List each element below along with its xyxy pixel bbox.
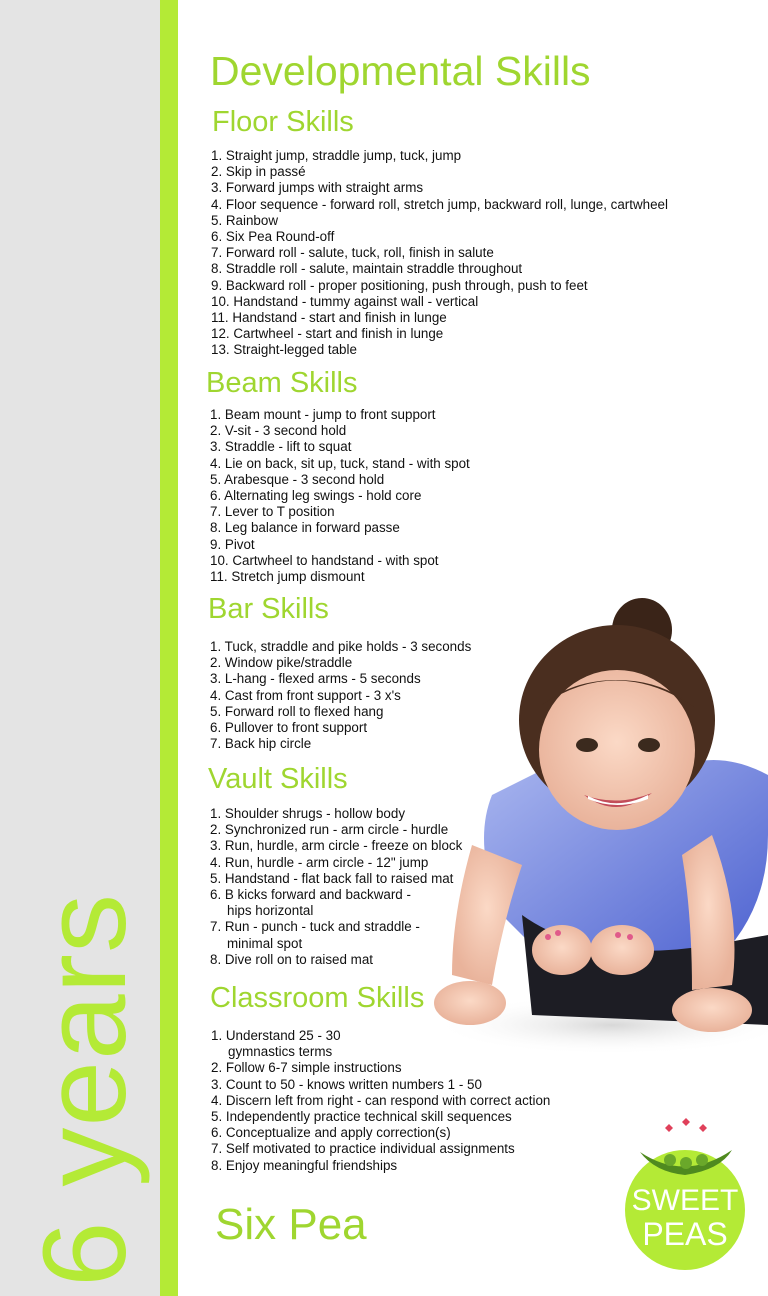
skill-text: 4. Lie on back, sit up, tuck, stand - with spot [210,455,470,471]
skill-text: 7. Lever to T position [210,504,335,520]
skill-text: 5. Rainbow [211,212,278,228]
classroom-skill-item [211,1109,550,1125]
skill-text: 8. Straddle roll - salute, maintain straddle throughout [211,261,523,277]
beam-skill-item [210,472,470,488]
skill-text: 9. Backward roll - proper positioning, push through, push to feet [211,277,588,293]
floor-skill-item [211,197,668,213]
skill-text: 6. Alternating leg swings - hold core [210,488,422,504]
beam-skill-item [210,488,470,504]
skill-text: 1. Beam mount - jump to front support [210,407,436,422]
floor-skill-item [211,326,668,342]
level-name: Six Pea [215,1200,367,1249]
skill-text: 12. Cartwheel - start and finish in lunge [211,326,444,342]
skill-text: 3. Forward jumps with straight arms [211,180,424,196]
classroom-skill-item [211,1158,550,1174]
skill-text: 7. Back hip circle [210,736,312,752]
floor-skill-item [211,213,668,229]
beam-skill-item [210,569,470,585]
beam-skill-item [210,456,470,472]
skill-text: 4. Floor sequence - forward roll, stretch jump, backward roll, lunge, cartwheel [211,196,668,212]
skill-text: 2. Follow 6-7 simple instructions [211,1060,402,1076]
skill-text: 5. Handstand - flat back fall to raised mat [210,870,454,886]
beam-skill-item [210,553,470,569]
skill-text: 2. Synchronized run - arm circle - hurdle [210,822,449,838]
floor-skill-item [211,229,668,245]
sweet-peas-logo [620,1110,750,1270]
floor-skill-item [211,278,668,294]
beam-skills-heading: Beam Skills [206,367,358,399]
skill-text: 5. Forward roll to flexed hang [210,703,384,719]
logo-line1: SWEET [631,1184,739,1217]
skill-text: 4. Discern left from right - can respond with correct action [211,1092,551,1108]
skill-text: 1. Shoulder shrugs - hollow body [210,806,406,821]
floor-skill-item [211,310,668,326]
skill-text: 9. Pivot [210,536,255,552]
skill-text: 7. Run - punch - tuck and straddle - [210,919,420,935]
bar-skills-heading: Bar Skills [208,593,329,625]
skill-text: 8. Dive roll on to raised mat [210,951,373,967]
floor-skill-item [211,342,668,358]
beam-skill-item [210,537,470,553]
classroom-skills-heading: Classroom Skills [210,982,425,1014]
skill-text: 1. Understand 25 - 30 [211,1028,341,1043]
skill-text: 11. Stretch jump dismount [210,569,365,585]
skill-text: 7. Forward roll - salute, tuck, roll, finish in salute [211,245,494,261]
skill-text: 2. V-sit - 3 second hold [210,423,347,439]
floor-skill-item [211,261,668,277]
classroom-skill-item [211,1077,550,1093]
skill-text: 10. Handstand - tummy against wall - vertical [211,293,479,309]
classroom-skill-item [211,1093,550,1109]
floor-skill-item [211,245,668,261]
floor-skill-item [211,164,668,180]
skill-text: 8. Leg balance in forward passe [210,520,400,536]
skill-text: 5. Arabesque - 3 second hold [210,471,385,487]
skill-text: 3. Straddle - lift to squat [210,439,352,455]
beam-skill-item [210,520,470,536]
age-label: 6 years [19,893,151,1287]
beam-skill-item [210,504,470,520]
skill-text: 2. Skip in passé [211,164,306,180]
skill-text: 2. Window pike/straddle [210,655,353,671]
beam-skill-item [210,423,470,439]
logo-line2: PEAS [642,1216,728,1252]
skill-text: 4. Run, hurdle - arm circle - 12" jump [210,854,429,870]
skill-text: 1. Straight jump, straddle jump, tuck, jump [211,148,462,163]
skill-text: 8. Enjoy meaningful friendships [211,1157,398,1173]
classroom-skill-item [211,1125,550,1141]
green-vertical-stripe [160,0,178,1296]
page-title: Developmental Skills [210,48,591,94]
classroom-skill-item [211,1141,550,1157]
skill-text-continued: minimal spot [227,935,303,951]
skill-text: 6. B kicks forward and backward - [210,887,411,903]
skill-text: 6. Conceptualize and apply correction(s) [211,1125,451,1141]
floor-skills-list [211,148,668,359]
skill-text-continued: gymnastics terms [228,1044,333,1060]
floor-skill-item [211,180,668,196]
skill-text: 11. Handstand - start and finish in lunge [211,310,447,326]
vault-skills-heading: Vault Skills [208,763,348,795]
skill-text: 13. Straight-legged table [211,342,357,358]
skill-text: 1. Tuck, straddle and pike holds - 3 seconds [210,639,472,654]
skill-text: 10. Cartwheel to handstand - with spot [210,552,439,568]
pea-pod-logo-icon [620,1110,750,1270]
floor-skill-item [211,148,668,164]
skill-text: 7. Self motivated to practice individual assignments [211,1141,515,1157]
beam-skills-list [210,407,470,585]
child-gymnast-photo [412,585,768,1055]
beam-skill-item [210,439,470,455]
skill-text: 3. L-hang - flexed arms - 5 seconds [210,671,421,687]
floor-skill-item [211,294,668,310]
floor-skills-heading: Floor Skills [212,106,354,138]
classroom-skill-item [211,1060,550,1076]
beam-skill-item [210,407,470,423]
skill-text: 3. Count to 50 - knows written numbers 1 - 50 [211,1076,482,1092]
skill-text: 6. Six Pea Round-off [211,229,335,245]
skill-text-continued: hips horizontal [227,903,314,919]
skill-text: 5. Independently practice technical skill sequences [211,1109,512,1125]
skill-text: 4. Cast from front support - 3 x's [210,687,401,703]
skill-text: 3. Run, hurdle, arm circle - freeze on block [210,838,463,854]
skill-text: 6. Pullover to front support [210,720,368,736]
